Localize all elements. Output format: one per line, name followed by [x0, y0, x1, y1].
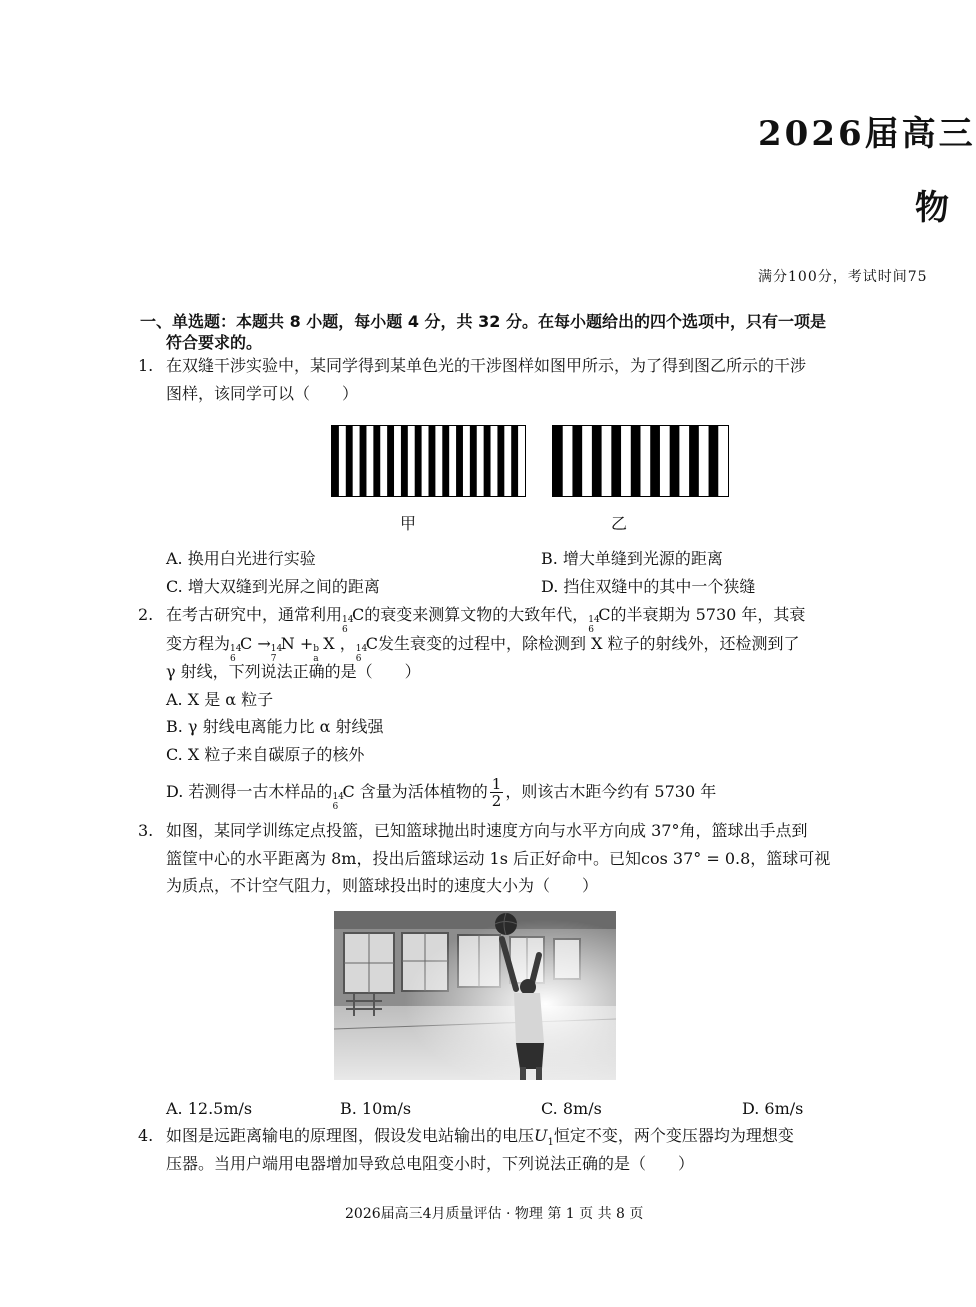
- exam-title: 2026届高三: [758, 114, 976, 154]
- q2-option-d-text: D. 若测得一古木样品的: [166, 782, 333, 801]
- question-3-line3: 为质点，不计空气阻力，则篮球投出时的速度大小为（ ）: [166, 876, 599, 895]
- isotope-x: [313, 635, 323, 664]
- dark-fringe: [415, 426, 422, 496]
- mass-number: 14: [332, 791, 344, 802]
- isotope-c14: [588, 606, 600, 635]
- dark-fringe: [401, 426, 408, 496]
- q2-option-c: C. X 粒子来自碳原子的核外: [166, 745, 365, 764]
- question-3-number: 3.: [138, 821, 154, 840]
- question-3-line1: 如图，某同学训练定点投篮，已知篮球抛出时速度方向与水平方向成 37°角，篮球出手点到: [166, 821, 808, 840]
- basketball-player-photo: [334, 911, 616, 1080]
- cos-expression: cos 37° = 0.8: [641, 849, 751, 868]
- atomic-number: 6: [342, 624, 348, 635]
- interference-pattern-a: [331, 425, 526, 497]
- isotope-c14: [342, 606, 354, 635]
- mass-number: 14: [588, 614, 600, 625]
- dark-fringe: [689, 426, 699, 496]
- question-2-line2: [166, 630, 800, 664]
- dark-fringe: [429, 426, 436, 496]
- q2-text: 变方程为: [166, 634, 231, 653]
- mass-number: 14: [270, 643, 283, 654]
- q2-text: N +: [280, 634, 314, 653]
- q1-option-a: A. 换用白光进行实验: [166, 549, 316, 568]
- isotope-c14: [230, 635, 242, 664]
- dark-fringe: [387, 426, 394, 496]
- dark-fringe: [456, 426, 463, 496]
- dark-fringe: [332, 426, 339, 496]
- mass-number: 14: [230, 643, 242, 654]
- score-note: 满分100分，考试时间75: [758, 269, 928, 285]
- question-4-line2: 压器。当用户端用电器增加导致总电阻变小时，下列说法正确的是（ ）: [166, 1154, 695, 1173]
- q3-option-a: A. 12.5m/s: [166, 1099, 253, 1118]
- interference-pattern-b: [552, 425, 729, 497]
- q2-text: C →: [240, 634, 271, 653]
- q2-option-a: A. X 是 α 粒子: [166, 690, 274, 709]
- atomic-number: 6: [230, 653, 236, 664]
- section-heading: 一、单选题：本题共 8 小题，每小题 4 分，共 32 分。在每小题给出的四个选项中，只有一项是: [140, 312, 826, 331]
- dark-fringe: [631, 426, 641, 496]
- q4-text: 恒定不变，两个变压器均为理想变: [553, 1126, 794, 1145]
- question-1-line1: 在双缝干涉实验中，某同学得到某单色光的干涉图样如图甲所示，为了得到图乙所示的干涉: [166, 356, 807, 375]
- mass-number: 14: [342, 614, 354, 625]
- question-1-line2: 图样，该同学可以（ ）: [166, 384, 359, 403]
- dark-fringe: [484, 426, 491, 496]
- question-4-number: 4.: [138, 1126, 154, 1145]
- q2-option-d-text: ，则该古木距今约有 5730 年: [505, 782, 717, 801]
- dark-fringe: [592, 426, 602, 496]
- dark-fringe: [553, 426, 563, 496]
- q3-option-d: D. 6m/s: [742, 1099, 804, 1118]
- q4-text: 如图是远距离输电的原理图，假设发电站输出的电压: [166, 1126, 535, 1145]
- dark-fringe: [709, 426, 719, 496]
- q2-option-d: [166, 775, 717, 812]
- question-3-line2: [166, 845, 830, 873]
- atomic-number: 7: [270, 653, 277, 664]
- dark-fringe: [442, 426, 449, 496]
- atomic-number: 6: [588, 624, 594, 635]
- atomic-number: 6: [355, 653, 362, 664]
- dark-fringe: [572, 426, 582, 496]
- dark-fringe: [511, 426, 518, 496]
- q2-text: 在考古研究中，通常利用: [166, 605, 343, 624]
- q2-option-b: B. γ 射线电离能力比 α 射线强: [166, 717, 384, 736]
- atomic-number: a: [313, 653, 319, 664]
- q3-text: ，篮球可视: [750, 849, 831, 868]
- section-heading-cont: 符合要求的。: [166, 333, 263, 352]
- atomic-number: 6: [332, 801, 339, 812]
- q2-option-d-text: C 含量为活体植物的: [342, 782, 488, 801]
- isotope-c14: [355, 635, 368, 664]
- dark-fringe: [611, 426, 621, 496]
- question-2-line1: [166, 601, 806, 635]
- figure-b-label: 乙: [611, 514, 628, 533]
- mass-number: b: [313, 643, 320, 654]
- dark-fringe: [360, 426, 367, 496]
- question-2-number: 2.: [138, 605, 154, 624]
- figure-a-label: 甲: [400, 514, 417, 533]
- denominator: 2: [491, 792, 502, 810]
- dark-fringe: [497, 426, 504, 496]
- voltage-subscript: 1: [547, 1137, 554, 1149]
- q2-text: X ，: [323, 634, 356, 653]
- page-footer: 2026届高三4月质量评估 · 物理 第 1 页 共 8 页: [345, 1206, 644, 1222]
- q1-option-c: C. 增大双缝到光屏之间的距离: [166, 577, 380, 596]
- dark-fringe: [650, 426, 660, 496]
- dark-fringe: [670, 426, 680, 496]
- fraction-one-half: [490, 776, 504, 809]
- numerator: 1: [491, 775, 502, 793]
- q2-text: C发生衰变的过程中，除检测到 X 粒子的射线外，还检测到了: [365, 634, 800, 653]
- q3-option-c: C. 8m/s: [541, 1099, 602, 1118]
- q3-option-b: B. 10m/s: [340, 1099, 412, 1118]
- dark-fringe: [373, 426, 380, 496]
- q1-option-d: D. 挡住双缝中的其中一个狭缝: [541, 577, 756, 596]
- q1-option-b: B. 增大单缝到光源的距离: [541, 549, 723, 568]
- q2-text: C的衰变来测算文物的大致年代，: [352, 605, 589, 624]
- voltage-symbol: U: [534, 1126, 548, 1145]
- question-1-number: 1.: [138, 356, 154, 375]
- mass-number: 14: [355, 643, 368, 654]
- dark-fringe: [470, 426, 477, 496]
- dark-fringe: [346, 426, 353, 496]
- subject-title: 物: [915, 188, 949, 228]
- q3-text: 篮筐中心的水平距离为 8m，投出后篮球运动 1s 后正好命中。已知: [166, 849, 642, 868]
- isotope-n14: [270, 635, 283, 664]
- isotope-c14: [332, 783, 344, 812]
- q2-text: C的半衰期为 5730 年，其衰: [598, 605, 806, 624]
- question-2-line3: γ 射线，下列说法正确的是（ ）: [166, 662, 421, 681]
